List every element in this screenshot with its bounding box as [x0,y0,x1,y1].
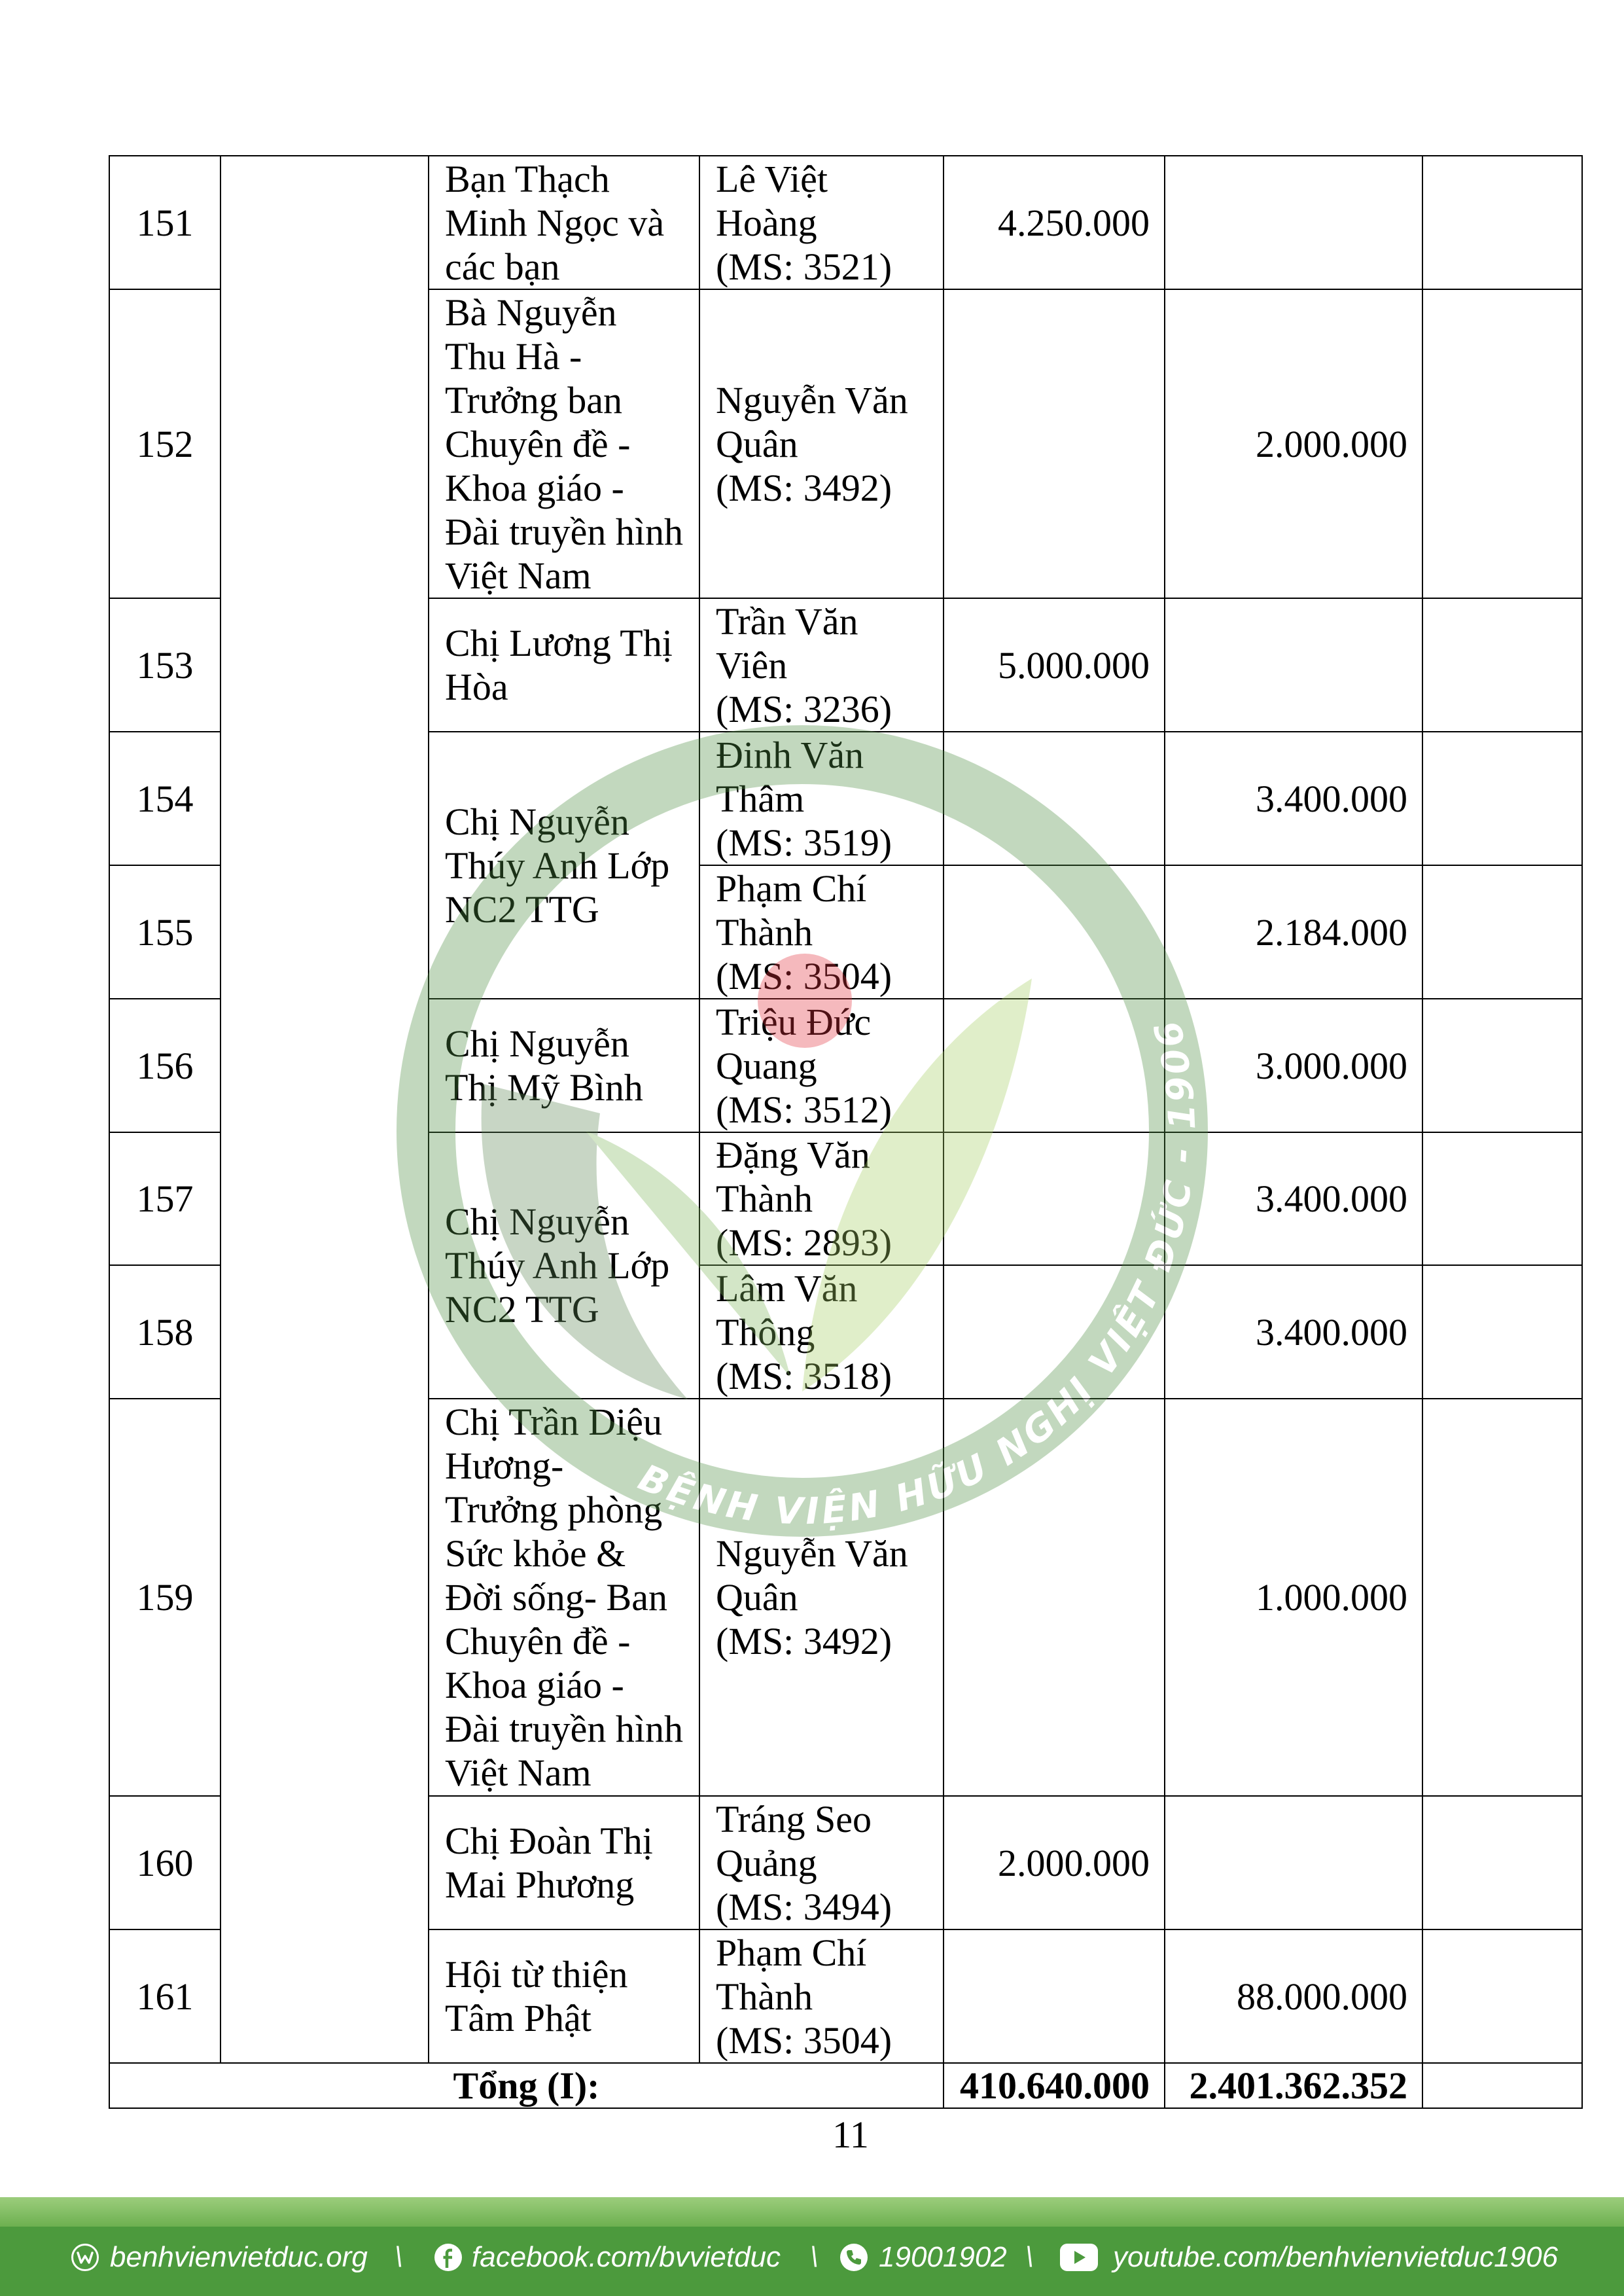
donor-cell: Chị Nguyễn Thúy Anh Lớp NC2 TTG [429,1132,699,1399]
note-cell [1422,1132,1582,1265]
recipient-cell: Nguyễn Văn Quân (MS: 3492) [699,1399,944,1796]
table-row [109,156,1582,289]
donor-cell: Hội từ thiện Tâm Phật [429,1929,699,2063]
recipient-cell: Phạm Chí Thành (MS: 3504) [699,865,944,999]
amount-cell-b: 2.000.000 [1165,289,1422,598]
amount-cell-a [944,1929,1165,2063]
amount-cell-a [944,999,1165,1132]
footer-hotline: 19001902 [879,2241,1007,2273]
row-number-cell: 157 [109,1132,221,1265]
total-label: Tổng (I): [109,2063,944,2108]
footer-youtube: youtube.com/benhvienvietduc1906 [1113,2241,1559,2273]
donor-cell: Chị Lương Thị Hòa [429,598,699,732]
total-amount-a: 410.640.000 [944,2063,1165,2108]
amount-cell-b [1165,156,1422,289]
footer-website: benhvienvietduc.org [110,2241,368,2273]
facebook-icon [434,2243,463,2272]
amount-cell-a [944,1132,1165,1265]
donor-cell: Chị Nguyễn Thúy Anh Lớp NC2 TTG [429,732,699,999]
footer-separator: \ [1025,2241,1034,2273]
amount-cell-b [1165,598,1422,732]
blank-merged-column [221,156,429,2063]
website-w-icon [71,2243,99,2272]
amount-cell-a [944,1265,1165,1399]
donor-cell: Bà Nguyễn Thu Hà - Trưởng ban Chuyên đề - Khoa giáo - Đài truyền hình Việt Nam [429,289,699,598]
note-cell [1422,865,1582,999]
recipient-cell: Lê Việt Hoàng (MS: 3521) [699,156,944,289]
amount-cell-b: 3.400.000 [1165,1132,1422,1265]
page-number: 11 [832,2113,869,2156]
note-cell [1422,1265,1582,1399]
row-number-cell: 158 [109,1265,221,1399]
recipient-cell: Nguyễn Văn Quân (MS: 3492) [699,289,944,598]
note-cell [1422,999,1582,1132]
recipient-cell: Đinh Văn Thâm (MS: 3519) [699,732,944,865]
amount-cell-a: 5.000.000 [944,598,1165,732]
footer-stripe [0,2197,1624,2227]
row-number-cell: 153 [109,598,221,732]
note-cell [1422,289,1582,598]
row-number-cell: 154 [109,732,221,865]
total-row [109,2063,1582,2108]
row-number-cell: 156 [109,999,221,1132]
total-amount-b: 2.401.362.352 [1165,2063,1422,2108]
donor-cell: Chị Nguyễn Thị Mỹ Bình [429,999,699,1132]
watermark-arc-text: BỆNH VIỆN HỮU NGHỊ VIỆT ĐỨC - 1906 [632,1013,1205,1534]
note-cell [1422,732,1582,865]
note-cell [1422,1929,1582,2063]
note-cell [1422,1796,1582,1929]
amount-cell-b: 3.400.000 [1165,732,1422,865]
row-number-cell: 151 [109,156,221,289]
recipient-cell: Triệu Đức Quang (MS: 3512) [699,999,944,1132]
amount-cell-a [944,732,1165,865]
phone-icon [839,2243,868,2272]
footer-separator: \ [395,2241,403,2273]
note-cell [1422,598,1582,732]
row-number-cell: 155 [109,865,221,999]
donor-cell: Chị Đoàn Thị Mai Phương [429,1796,699,1929]
donor-cell: Chị Trần Diệu Hương- Trưởng phòng Sức khỏe & Đời sống- Ban Chuyên đề - Khoa giáo - Đài truyền hình Việt Nam [429,1399,699,1796]
amount-cell-a [944,1399,1165,1796]
amount-cell-a [944,289,1165,598]
youtube-icon [1060,2244,1098,2271]
footer-separator: \ [810,2241,819,2273]
amount-cell-b: 3.400.000 [1165,1265,1422,1399]
note-cell [1422,2063,1582,2108]
amount-cell-b: 2.184.000 [1165,865,1422,999]
row-number-cell: 161 [109,1929,221,2063]
row-number-cell: 160 [109,1796,221,1929]
amount-cell-a: 2.000.000 [944,1796,1165,1929]
recipient-cell: Đặng Văn Thành (MS: 2893) [699,1132,944,1265]
footer-bar [0,2197,1624,2296]
donor-cell: Bạn Thạch Minh Ngọc và các bạn [429,156,699,289]
recipient-cell: Lâm Văn Thông (MS: 3518) [699,1265,944,1399]
amount-cell-a: 4.250.000 [944,156,1165,289]
donation-table [109,155,1583,2109]
recipient-cell: Phạm Chí Thành (MS: 3504) [699,1929,944,2063]
footer-facebook: facebook.com/bvvietduc [472,2241,781,2273]
amount-cell-b: 88.000.000 [1165,1929,1422,2063]
amount-cell-a [944,865,1165,999]
note-cell [1422,1399,1582,1796]
note-cell [1422,156,1582,289]
recipient-cell: Tráng Seo Quảng (MS: 3494) [699,1796,944,1929]
amount-cell-b [1165,1796,1422,1929]
recipient-cell: Trần Văn Viên (MS: 3236) [699,598,944,732]
row-number-cell: 152 [109,289,221,598]
amount-cell-b: 1.000.000 [1165,1399,1422,1796]
amount-cell-b: 3.000.000 [1165,999,1422,1132]
row-number-cell: 159 [109,1399,221,1796]
